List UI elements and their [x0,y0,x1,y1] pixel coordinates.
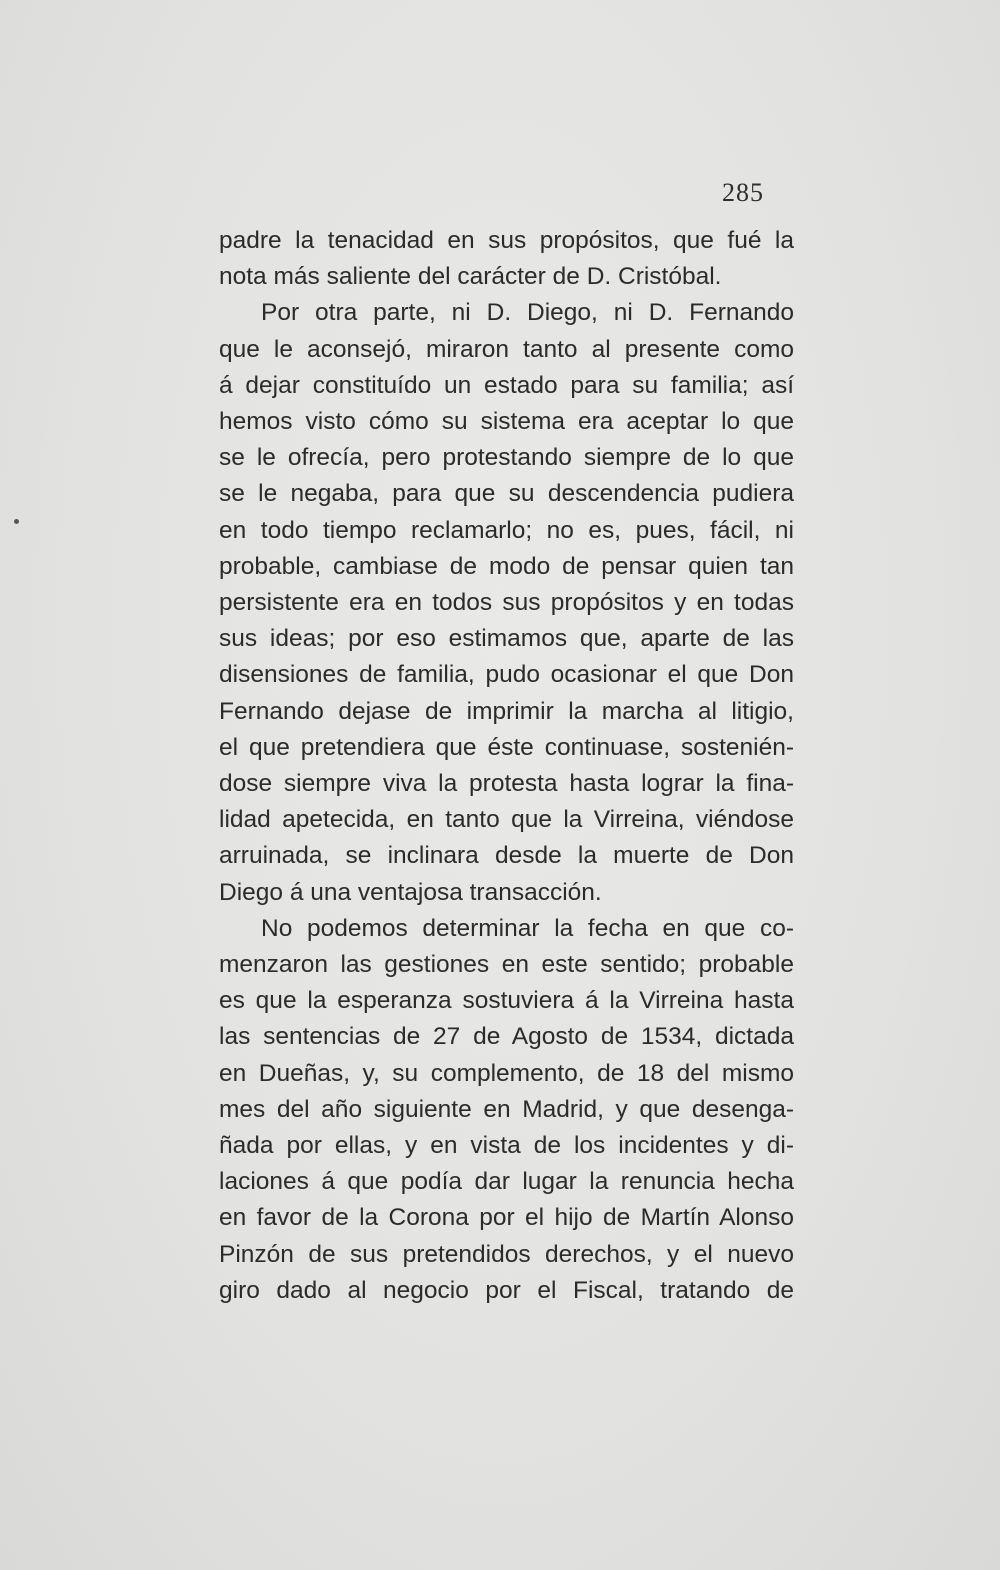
text-line: hemos visto cómo su sistema era aceptar lo que [219,408,794,436]
text-line: padre la tenacidad en sus propósitos, que fué la [219,227,794,254]
text-line: laciones á que podía dar lugar la renuncia hecha [219,1168,794,1196]
text-line: lidad apetecida, en tanto que la Virreina, viéndose [219,806,794,834]
text-line: No podemos determinar la fecha en que co- [261,914,794,942]
text-line: el que pretendiera que éste continuase, sostenién- [219,733,794,761]
body-text [219,223,794,1309]
text-line: es que la esperanza sostuviera á la Virreina hasta [219,987,794,1015]
text-line: las sentencias de 27 de Agosto de 1534, dictada [219,1023,794,1051]
text-line: nota más saliente del carácter de D. Cristóbal. [219,263,722,291]
text-line: arruinada, se inclinara desde la muerte de Don [219,842,794,870]
print-speck [14,519,19,524]
text-line: mes del año siguiente en Madrid, y que desenga- [219,1095,794,1123]
text-line: ñada por ellas, y en vista de los incidentes y di- [219,1132,794,1160]
text-line: Diego á una ventajosa transacción. [219,878,602,906]
text-line: á dejar constituído un estado para su familia; así [219,371,794,399]
text-line: disensiones de familia, pudo ocasionar el que Don [219,661,794,689]
text-line: persistente era en todos sus propósitos y en todas [219,589,794,617]
text-line: Fernando dejase de imprimir la marcha al litigio, [219,697,794,725]
text-line: en Dueñas, y, su complemento, de 18 del mismo [219,1059,794,1087]
text-line: en favor de la Corona por el hijo de Martín Alonso [219,1204,794,1232]
text-line: Pinzón de sus pretendidos derechos, y el nuevo [219,1240,794,1268]
text-line: sus ideas; por eso estimamos que, aparte de las [219,625,794,653]
text-line: dose siempre viva la protesta hasta lograr la fina- [219,770,794,798]
text-line: en todo tiempo reclamarlo; no es, pues, fácil, ni [219,516,794,544]
text-line: menzaron las gestiones en este sentido; probable [219,951,794,979]
text-line: probable, cambiase de modo de pensar quien tan [219,552,794,580]
text-line: se le ofrecía, pero protestando siempre de lo que [219,444,794,472]
page-number: 285 [722,178,764,207]
text-line: se le negaba, para que su descendencia pudiera [219,480,794,508]
text-line: giro dado al negocio por el Fiscal, tratando de [219,1276,794,1304]
text-line: Por otra parte, ni D. Diego, ni D. Fernando [261,299,794,327]
text-line: que le aconsejó, miraron tanto al presente como [219,335,794,363]
